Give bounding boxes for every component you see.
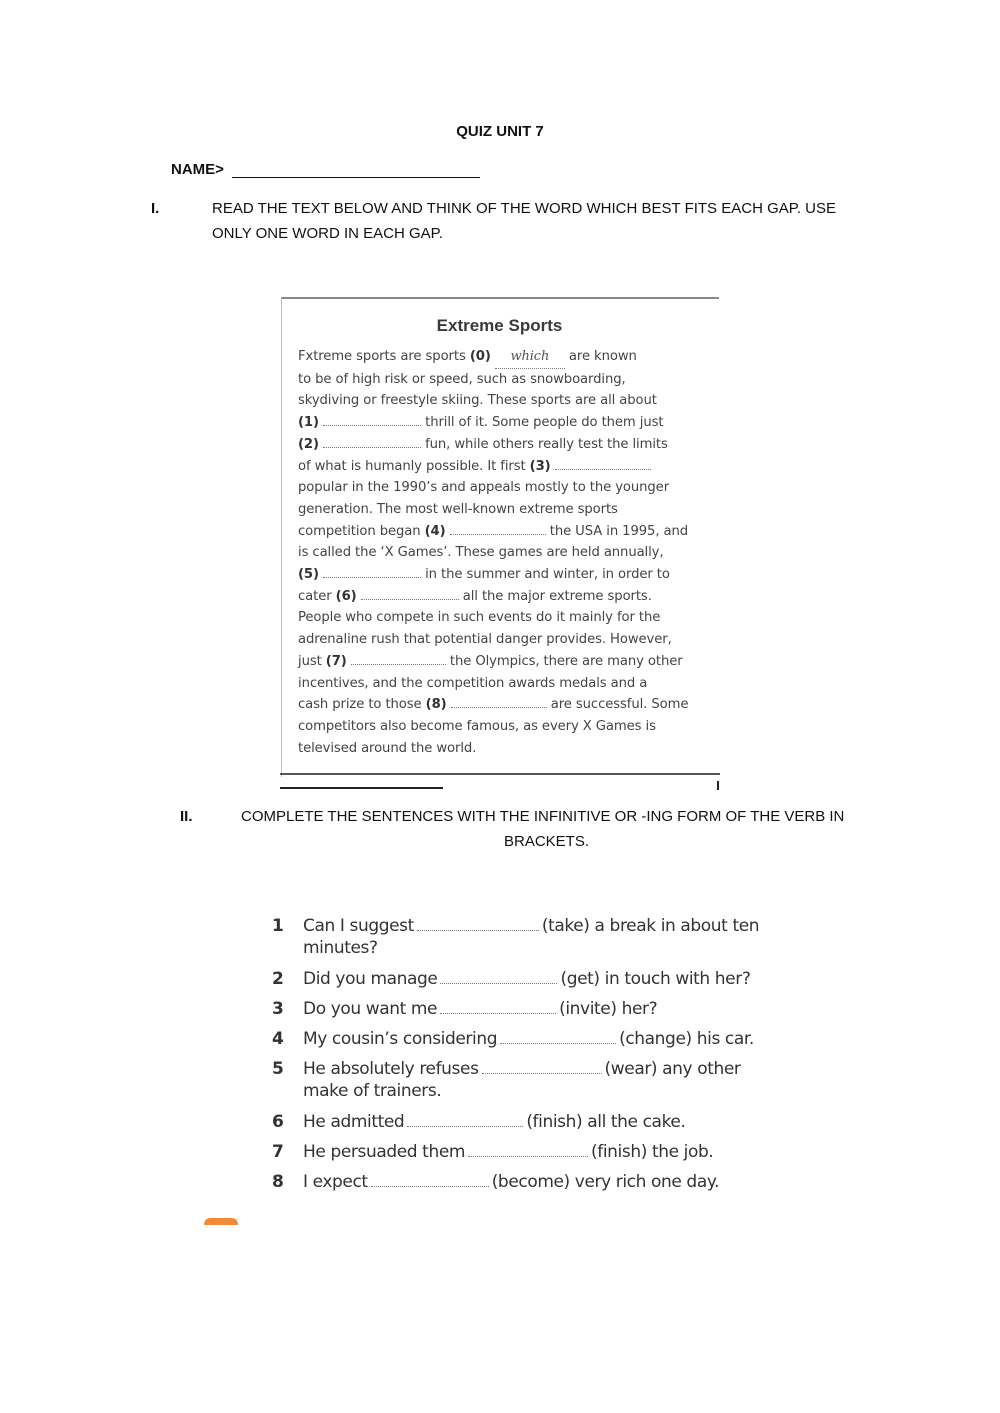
passage-text-segment: is called the ‘X Games’. These games are held annually, (298, 545, 664, 561)
gap-number: (7) (325, 653, 347, 669)
answer-blank[interactable] (440, 972, 557, 984)
passage-text-segment: cash prize to those (298, 697, 426, 713)
exercise-number: 1 (272, 916, 284, 936)
passage-line (298, 564, 708, 586)
passage-text-segment: are known (564, 349, 637, 364)
name-answer-line[interactable] (232, 177, 480, 178)
exercise-item (272, 1059, 741, 1101)
exercise-verb-hint: (finish) all the cake. (526, 1112, 686, 1132)
gap-blank[interactable] (323, 566, 421, 578)
exercise-number: 5 (272, 1059, 284, 1079)
exercise-text-continued: make of trainers. (303, 1081, 442, 1101)
gap-number: (4) (424, 523, 446, 539)
exercise-number: 6 (272, 1112, 284, 1132)
passage-text-segment: the Olympics, there are many other (445, 653, 683, 669)
section-2-instruction-line1: COMPLETE THE SENTENCES WITH THE INFINITIVE OR -ING FORM OF THE VERB IN (241, 808, 845, 825)
exercise-number: 2 (272, 969, 284, 989)
answer-blank[interactable] (500, 1032, 616, 1044)
section-2-instruction-line2: BRACKETS. (504, 833, 590, 850)
passage-bottom-rule (280, 773, 720, 775)
passage-text-segment: are successful. Some (546, 697, 689, 713)
passage-line (298, 499, 708, 521)
answer-blank[interactable] (482, 1062, 602, 1074)
passage-line (298, 629, 708, 651)
section-1-number: I. (151, 200, 160, 217)
exercise-item (272, 1142, 713, 1162)
exercise-number: 4 (272, 1029, 284, 1049)
passage-line (298, 738, 708, 760)
exercise-text: He persuaded them (303, 1142, 466, 1162)
passage-line (298, 586, 708, 608)
passage-line (298, 694, 708, 716)
passage-text-segment: to be of high risk or speed, such as snowboarding, (298, 371, 626, 387)
example-answer: which (495, 346, 565, 369)
gap-number: (1) (298, 415, 319, 431)
passage-line (298, 521, 708, 543)
passage-text (298, 346, 708, 759)
passage-text-segment: in the summer and winter, in order to (421, 567, 670, 583)
section-1-instruction-line1: READ THE TEXT BELOW AND THINK OF THE WORD WHICH BEST FITS EACH GAP. USE (212, 200, 836, 217)
exercise-text: My cousin’s considering (303, 1029, 498, 1049)
section-1-instruction (212, 196, 836, 246)
exercise-text: Can I suggest (303, 916, 414, 936)
passage-line (298, 673, 708, 695)
exercise-text: He admitted (303, 1112, 405, 1132)
section-2-number: II. (180, 808, 193, 825)
gap-number: (2) (298, 436, 319, 452)
gap-blank[interactable] (323, 436, 421, 448)
gap-number: (8) (425, 697, 447, 713)
passage-bottom-rule-thick (280, 787, 443, 789)
page-title: QUIZ UNIT 7 (456, 123, 544, 140)
gap-number: (6) (335, 588, 357, 604)
passage-line (298, 542, 708, 564)
exercise-number: 8 (272, 1172, 284, 1192)
exercise-verb-hint: (become) very rich one day. (491, 1172, 720, 1192)
passage-line (298, 434, 708, 456)
passage-line (298, 716, 708, 738)
passage-text-segment: People who compete in such events do it mainly for the (298, 610, 661, 626)
passage-line (298, 412, 708, 434)
passage-text-segment: Fxtreme sports are sports (298, 349, 470, 364)
passage-line (298, 477, 708, 499)
exercise-verb-hint: (take) a break in about ten (541, 916, 760, 936)
exercise-item (272, 916, 760, 958)
passage-text-segment: fun, while others really test the limits (421, 436, 668, 452)
passage-text-segment: televised around the world. (298, 740, 477, 756)
exercise-verb-hint: (finish) the job. (591, 1142, 714, 1162)
passage-text-segment: generation. The most well-known extreme sports (298, 501, 618, 517)
passage-line (298, 651, 708, 673)
exercise-verb-hint: (invite) her? (559, 999, 658, 1019)
gap-blank[interactable] (555, 458, 651, 470)
exercise-text: He absolutely refuses (303, 1059, 479, 1079)
passage-line (298, 346, 708, 369)
exercise-item (272, 969, 750, 989)
exercise-item (272, 1112, 685, 1132)
exercise-number: 7 (272, 1142, 284, 1162)
passage-text-segment: competition began (298, 523, 425, 539)
exercise-text-continued: minutes? (303, 938, 378, 958)
exercise-number: 3 (272, 999, 284, 1019)
section-1-instruction-line2: ONLY ONE WORD IN EACH GAP. (212, 225, 443, 242)
passage-text-segment: the USA in 1995, and (545, 523, 689, 539)
passage-line (298, 456, 708, 478)
exercise-item (272, 1029, 754, 1049)
exercise-verb-hint: (get) in touch with her? (560, 969, 751, 989)
answer-blank[interactable] (440, 1002, 556, 1014)
passage-text-segment: popular in the 1990’s and appeals mostly to the younger (298, 480, 670, 496)
gap-blank[interactable] (361, 588, 459, 600)
gap-blank[interactable] (450, 523, 546, 535)
passage-line (298, 390, 708, 412)
answer-blank[interactable] (371, 1175, 489, 1187)
gap-number: (3) (529, 458, 551, 474)
answer-blank[interactable] (407, 1115, 523, 1127)
exercise-text: Did you manage (303, 969, 438, 989)
exercise-verb-hint: (change) his car. (619, 1029, 754, 1049)
gap-number: (5) (298, 567, 319, 583)
gap-number: (0) (469, 349, 491, 364)
answer-blank[interactable] (417, 919, 539, 931)
answer-blank[interactable] (468, 1145, 588, 1157)
exercise-text: I expect (303, 1172, 368, 1192)
passage-text-segment: incentives, and the competition awards medals and a (298, 675, 648, 691)
gap-blank[interactable] (451, 696, 547, 708)
exercise-item (272, 999, 657, 1019)
gap-blank[interactable] (351, 653, 446, 665)
passage-text-segment: skydiving or freestyle skiing. These sports are all about (298, 393, 657, 409)
passage-text-segment: thrill of it. Some people do them just (421, 415, 664, 431)
exercise-text: Do you want me (303, 999, 438, 1019)
passage-text-segment: adrenaline rush that potential danger provides. However, (298, 632, 672, 648)
passage-tick-mark (717, 781, 719, 790)
exercise-item (272, 1172, 719, 1192)
passage-line (298, 607, 708, 629)
gap-blank[interactable] (323, 414, 421, 426)
passage-text-segment: of what is humanly possible. It first (298, 458, 530, 474)
passage-text-segment: cater (298, 588, 336, 604)
name-label: NAME> (171, 161, 224, 178)
exercise-verb-hint: (wear) any other (604, 1059, 741, 1079)
passage-title: Extreme Sports (436, 316, 563, 335)
orange-highlight-mark (204, 1218, 238, 1225)
passage-text-segment: just (298, 653, 326, 669)
passage-text-segment: all the major extreme sports. (458, 588, 652, 604)
passage-text-segment: competitors also become famous, as every X Games is (298, 718, 656, 734)
passage-line (298, 369, 708, 391)
